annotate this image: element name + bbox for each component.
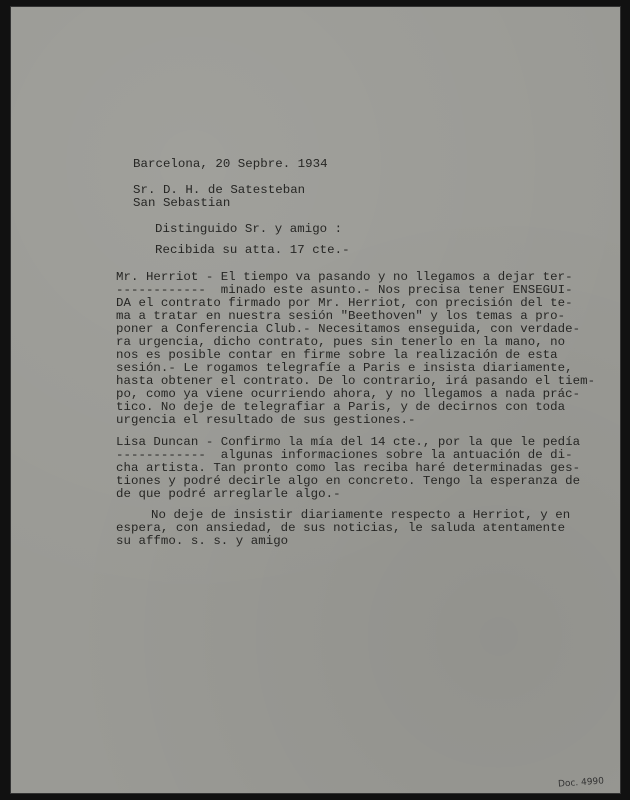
archive-stamp: Doc. 4990	[557, 776, 605, 790]
text-line: No deje de insistir diariamente respecto a Herriot, y en	[151, 508, 571, 522]
text-line: hasta obtener el contrato. De lo contrario, irá pasando el tiem-	[116, 374, 596, 388]
text-line: urgencia el resultado de sus gestiones.-	[116, 413, 416, 427]
text-line: ------------ algunas informaciones sobre la antuación de di-	[116, 448, 573, 462]
text-line: ra urgencia, dicho contrato, pues sin tenerlo en la mano, no	[116, 335, 566, 349]
received-note: Recibida su atta. 17 cte.-	[155, 243, 350, 257]
text-line: tico. No deje de telegrafiar a Paris, y de decirnos con toda	[116, 400, 566, 414]
text-line: Mr. Herriot - El tiempo va pasando y no llegamos a dejar ter-	[116, 270, 573, 284]
text-line: DA el contrato firmado por Mr. Herriot, con precisión del te-	[116, 296, 573, 310]
text-line: cha artista. Tan pronto como las reciba haré determinadas ges-	[116, 461, 581, 475]
text-line: su affmo. s. s. y amigo	[116, 534, 289, 548]
text-line: ------------ minado este asunto.- Nos precisa tener ENSEGUI-	[116, 283, 573, 297]
text-line: po, como ya viene ocurriendo ahora, y no llegamos a nada prác-	[116, 387, 581, 401]
recipient-name: Sr. D. H. de Satesteban	[133, 183, 306, 197]
text-line: nos es posible contar en firme sobre la realización de esta	[116, 348, 558, 362]
text-line: de que podré arreglarle algo.-	[116, 487, 341, 501]
text-line: poner a Conferencia Club.- Necesitamos enseguida, con verdade-	[116, 322, 581, 336]
text-line: ma a tratar en nuestra sesión "Beethoven" y los temas a pro-	[116, 309, 566, 323]
text-line: espera, con ansiedad, de sus noticias, le saluda atentamente	[116, 521, 566, 535]
text-line: tiones y podré decirle algo en concreto. Tengo la esperanza de	[116, 474, 581, 488]
recipient-city: San Sebastian	[133, 196, 231, 210]
letter-sheet	[10, 6, 621, 794]
salutation: Distinguido Sr. y amigo :	[155, 222, 343, 236]
text-line: Lisa Duncan - Confirmo la mía del 14 cte., por la que le pedía	[116, 435, 581, 449]
letter-date: Barcelona, 20 Sepbre. 1934	[133, 157, 328, 171]
text-line: sesión.- Le rogamos telegrafíe a Paris e insista diariamente,	[116, 361, 573, 375]
